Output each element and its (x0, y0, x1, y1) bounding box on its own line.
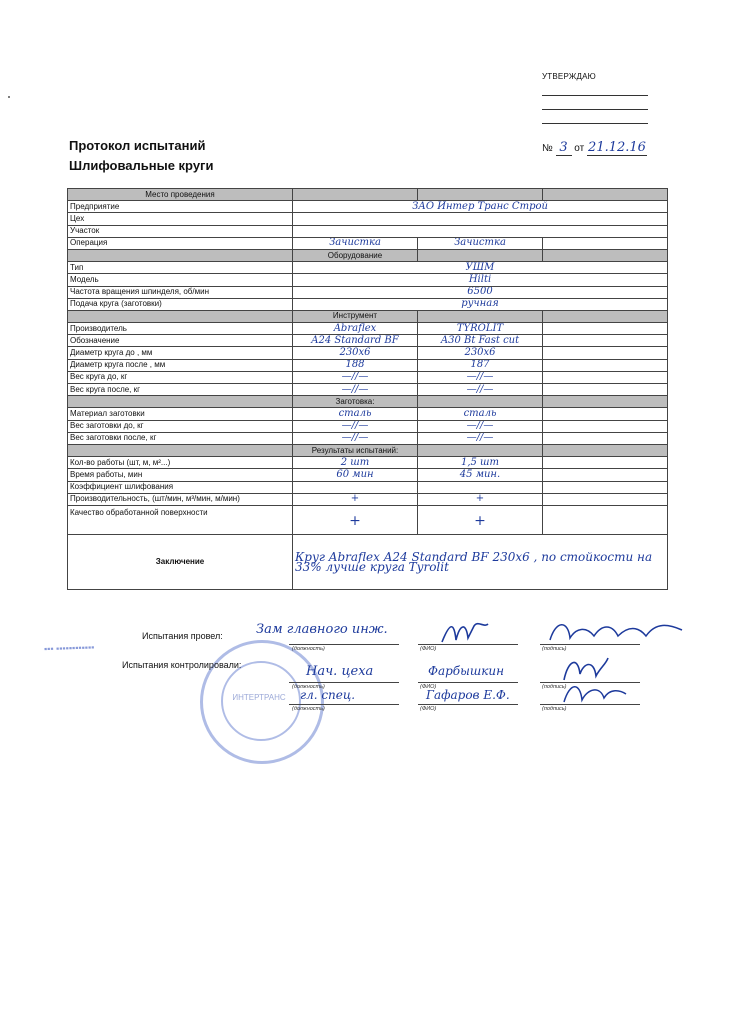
control2-signature-scribble (560, 678, 630, 708)
control2-position-hand: гл. спец. (300, 688, 356, 702)
number-label: № (542, 143, 553, 154)
row-label: Обозначение (68, 335, 293, 347)
manufacturer-b: TYROLIT (418, 323, 543, 335)
control1-position-line (289, 682, 399, 683)
section-title: Заготовка: (293, 396, 418, 408)
control1-name-line (418, 682, 518, 683)
wp-weight-before-b: —//— (418, 420, 543, 432)
row-label: Участок (68, 225, 293, 237)
row-label: Частота вращения шпинделя, об/мин (68, 286, 293, 298)
tested-by-label: Испытания провел: (142, 631, 223, 641)
row-label: Цех (68, 213, 293, 225)
position-caption: (должность) (292, 646, 325, 652)
designation-a: A24 Standard BF (293, 335, 418, 347)
doc-subtitle: Шлифовальные круги (69, 158, 214, 173)
row-label: Материал заготовки (68, 408, 293, 420)
control2-position-line (289, 704, 399, 705)
approve-label: УТВЕРЖДАЮ (542, 72, 596, 81)
surface-quality-b: + (418, 505, 543, 534)
approve-line-3 (542, 123, 648, 124)
row-label: Кол-во работы (шт, м, м²...) (68, 457, 293, 469)
doc-number (542, 140, 647, 156)
wp-weight-before-a: —//— (293, 420, 418, 432)
position-caption: (должность) (292, 706, 325, 712)
row-label: Вес заготовки до, кг (68, 420, 293, 432)
signature-caption: (подпись) (542, 646, 567, 652)
area-value (293, 225, 668, 237)
section-title: Оборудование (293, 249, 418, 261)
row-label: Производитель (68, 323, 293, 335)
operation-b: Зачистка (418, 237, 543, 249)
name-caption: (ФИО) (420, 684, 437, 690)
diam-after-b: 187 (418, 359, 543, 371)
row-label: Диаметр круга после , мм (68, 359, 293, 371)
section-equipment (68, 249, 668, 261)
tested-position-line (289, 644, 399, 645)
doc-title: Протокол испытаний (69, 138, 206, 153)
weight-after-b: —//— (418, 384, 543, 396)
row-manufacturer (68, 323, 668, 335)
section-workpiece (68, 396, 668, 408)
name-caption: (ФИО) (420, 646, 437, 652)
row-label: Вес круга после, кг (68, 384, 293, 396)
row-label: Время работы, мин (68, 469, 293, 481)
designation-b: A30 Bt Fast cut (418, 335, 543, 347)
row-material (68, 408, 668, 420)
row-diam-before (68, 347, 668, 359)
row-enterprise (68, 201, 668, 213)
number-value: 3 (556, 140, 572, 156)
row-surface-quality (68, 505, 668, 534)
stamp-text: ИНТЕРТРАНС (232, 693, 286, 702)
row-label: Тип (68, 262, 293, 274)
grind-coef-b (418, 481, 543, 493)
section-title: Место проведения (68, 189, 293, 201)
control2-name-hand: Гафаров Е.Ф. (426, 688, 510, 702)
company-stamp (200, 640, 324, 764)
row-model (68, 274, 668, 286)
tested-position-hand: Зам главного инж. (256, 622, 388, 637)
weight-after-a: —//— (293, 384, 418, 396)
row-wp-weight-before (68, 420, 668, 432)
row-diam-after (68, 359, 668, 371)
feed-value: ручная (293, 298, 668, 310)
work-qty-a: 2 шт (293, 457, 418, 469)
diam-before-b: 230x6 (418, 347, 543, 359)
row-label: Производительность, (шт/мин, м³/мин, м/мин) (68, 493, 293, 505)
grind-coef-a (293, 481, 418, 493)
row-work-time (68, 469, 668, 481)
row-operation (68, 237, 668, 249)
date-label: от (574, 143, 585, 154)
test-protocol-table (67, 188, 668, 590)
date-value: 21.12.16 (588, 140, 646, 155)
material-a: сталь (293, 408, 418, 420)
conclusion-label: Заключение (68, 534, 293, 589)
faint-stamp-mark: ▪▪▪ ▪▪▪▪▪▪▪▪▪▪▪▪ (43, 642, 95, 654)
approve-line-1 (542, 95, 648, 96)
wp-weight-after-a: —//— (293, 432, 418, 444)
work-time-a: 60 мин (293, 469, 418, 481)
approve-line-2 (542, 109, 648, 110)
row-label: Вес круга до, кг (68, 371, 293, 383)
section-place (68, 189, 668, 201)
model-value: Hilti (293, 274, 668, 286)
section-title: Результаты испытаний: (293, 444, 418, 456)
productivity-b: + (418, 493, 543, 505)
signature-caption: (подпись) (542, 684, 567, 690)
wp-weight-after-b: —//— (418, 432, 543, 444)
productivity-a: + (293, 493, 418, 505)
row-spindle-speed (68, 286, 668, 298)
row-label: Вес заготовки после, кг (68, 432, 293, 444)
row-label: Диаметр круга до , мм (68, 347, 293, 359)
row-type (68, 262, 668, 274)
section-title: Инструмент (293, 310, 418, 322)
row-productivity (68, 493, 668, 505)
row-feed (68, 298, 668, 310)
work-time-b: 45 мин. (418, 469, 543, 481)
row-label: Предприятие (68, 201, 293, 213)
tested-signature-scribble (440, 618, 490, 646)
weight-before-a: —//— (293, 371, 418, 383)
row-work-qty (68, 457, 668, 469)
signature-caption: (подпись) (542, 706, 567, 712)
row-designation (68, 335, 668, 347)
conclusion-text: Круг Abraflex A24 Standard BF 230x6 , по стойкости на 33% лучше круга Tyrolit (293, 534, 668, 589)
work-qty-b: 1,5 шт (418, 457, 543, 469)
diam-after-a: 188 (293, 359, 418, 371)
row-label: Коэффициент шлифования (68, 481, 293, 493)
operation-a: Зачистка (293, 237, 418, 249)
row-label: Операция (68, 237, 293, 249)
control2-name-line (418, 704, 518, 705)
enterprise-value: ЗАО Интер Транс Строй (293, 201, 668, 213)
weight-before-b: —//— (418, 371, 543, 383)
row-weight-after (68, 384, 668, 396)
row-conclusion (68, 534, 668, 589)
row-grind-coef (68, 481, 668, 493)
row-label: Подача круга (заготовки) (68, 298, 293, 310)
controlled-by-label: Испытания контролировали: (122, 660, 242, 670)
control1-name-hand: Фарбышкин (428, 664, 505, 678)
tested-signature-scribble-2 (546, 618, 686, 648)
shop-value (293, 213, 668, 225)
row-label: Качество обработанной поверхности (68, 505, 293, 534)
row-wp-weight-after (68, 432, 668, 444)
row-weight-before (68, 371, 668, 383)
manufacturer-a: Abraflex (293, 323, 418, 335)
row-shop (68, 213, 668, 225)
surface-quality-a: + (293, 505, 418, 534)
name-caption: (ФИО) (420, 706, 437, 712)
row-area (68, 225, 668, 237)
position-caption: (должность) (292, 684, 325, 690)
section-results (68, 444, 668, 456)
diam-before-a: 230x6 (293, 347, 418, 359)
section-tool (68, 310, 668, 322)
control1-position-hand: Нач. цеха (306, 664, 374, 679)
spindle-speed-value: 6500 (293, 286, 668, 298)
row-label: Модель (68, 274, 293, 286)
type-value: УШМ (293, 262, 668, 274)
scan-speck (8, 96, 10, 98)
material-b: сталь (418, 408, 543, 420)
